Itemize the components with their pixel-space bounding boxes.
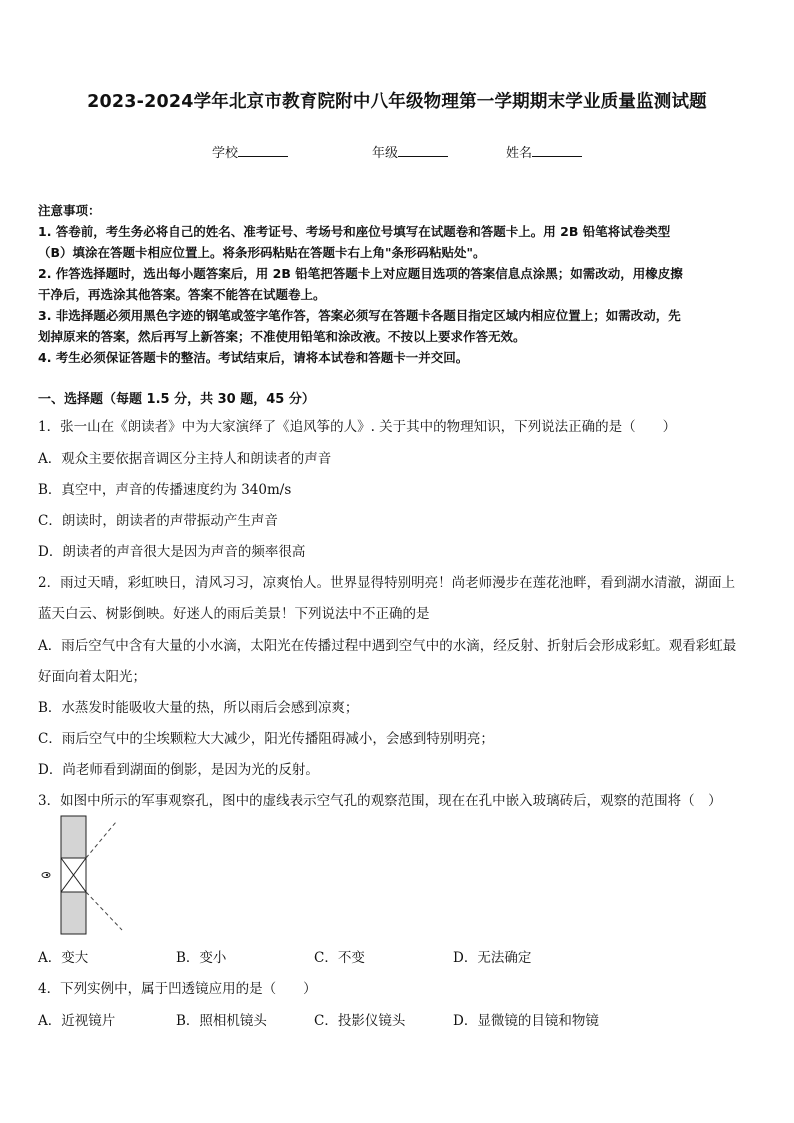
q3-option-c: C．不变 bbox=[314, 950, 365, 966]
q1-option-a: A．观众主要依据音调区分主持人和朗读者的声音 bbox=[38, 451, 332, 467]
q2-option-c: C．雨后空气中的尘埃颗粒大大减少，阳光传播阻碍减小，会感到特别明亮； bbox=[38, 731, 494, 747]
q2-option-b: B．水蒸发时能吸收大量的热，所以雨后会感到凉爽； bbox=[38, 700, 359, 716]
q1-option-c: C．朗读时，朗读者的声带振动产生声音 bbox=[38, 513, 278, 529]
q4-stem: 4．下列实例中，属于凹透镜应用的是（ ） bbox=[38, 981, 317, 997]
q4-option-b: B．照相机镜头 bbox=[176, 1013, 267, 1029]
q3-option-a: A．变大 bbox=[38, 950, 89, 966]
q2-option-a-line1: A．雨后空气中含有大量的小水滴，太阳光在传播过程中遇到空气中的水滴，经反射、折射后会形成彩虹。观看彩虹最 bbox=[38, 638, 737, 654]
eye-icon bbox=[42, 873, 50, 878]
notice-line: 干净后，再选涂其他答案。答案不能答在试题卷上。 bbox=[38, 287, 326, 302]
q2-stem-line2: 蓝天白云、树影倒映。好迷人的雨后美景！下列说法中不正确的是 bbox=[38, 606, 430, 622]
notice-line: （B）填涂在答题卡相应位置上。将条形码粘贴在答题卡右上角"条形码粘贴处"。 bbox=[38, 245, 486, 260]
grade-label: 年级 bbox=[372, 146, 399, 161]
q2-option-a-line2: 好面向着太阳光； bbox=[38, 669, 146, 685]
section-heading: 一、选择题（每题 1.5 分，共 30 题，45 分） bbox=[38, 392, 315, 407]
q4-option-c: C．投影仪镜头 bbox=[314, 1013, 406, 1029]
q1-option-b: B．真空中，声音的传播速度约为 340m/s bbox=[38, 482, 292, 498]
name-blank bbox=[532, 144, 582, 157]
notice-line: 2. 作答选择题时，选出每小题答案后，用 2B 铅笔把答题卡上对应题目选项的答案信息点涂黑；如需改动，用橡皮擦 bbox=[38, 266, 683, 281]
view-range-dashed-line bbox=[86, 892, 122, 930]
notice-line: 4. 考生必须保证答题卡的整洁。考试结束后，请将本试卷和答题卡一并交回。 bbox=[38, 350, 469, 365]
notice-line: 1. 答卷前，考生务必将自己的姓名、准考证号、考场号和座位号填写在试题卷和答题卡上。用 2B 铅笔将试卷类型 bbox=[38, 224, 671, 239]
q3-option-d: D．无法确定 bbox=[453, 950, 532, 966]
grade-blank bbox=[398, 144, 448, 157]
name-field bbox=[506, 142, 582, 161]
school-label: 学校 bbox=[212, 146, 239, 161]
view-range-dashed-line bbox=[86, 822, 116, 858]
q3-option-b: B．变小 bbox=[176, 950, 227, 966]
page-title: 2023-2024学年北京市教育院附中八年级物理第一学期期末学业质量监测试题 bbox=[87, 92, 707, 112]
q2-stem-line1: 2．雨过天晴，彩虹映日，清风习习，凉爽怡人。世界显得特别明亮！尚老师漫步在莲花池畔，看到湖水清澈，湖面上 bbox=[38, 575, 736, 591]
q3-stem: 3．如图中所示的军事观察孔，图中的虚线表示空气孔的观察范围，现在在孔中嵌入玻璃砖后，观察的范围将（ ） bbox=[38, 793, 722, 809]
notice-line: 3. 非选择题必须用黑色字迹的钢笔或签字笔作答，答案必须写在答题卡各题目指定区域内相应位置上；如需改动，先 bbox=[38, 308, 681, 323]
notice-block bbox=[38, 200, 756, 368]
name-label: 姓名 bbox=[506, 146, 533, 161]
q2-option-d: D．尚老师看到湖面的倒影，是因为光的反射。 bbox=[38, 762, 319, 778]
q1-stem: 1．张一山在《朗读者》中为大家演绎了《追风筝的人》. 关于其中的物理知识，下列说法正确的是（ ） bbox=[38, 419, 677, 435]
observation-hole-figure bbox=[38, 812, 128, 940]
school-blank bbox=[238, 144, 288, 157]
grade-field bbox=[372, 142, 448, 161]
school-field bbox=[212, 142, 288, 161]
q1-option-d: D．朗读者的声音很大是因为声音的频率很高 bbox=[38, 544, 306, 560]
q4-option-d: D．显微镜的目镜和物镜 bbox=[453, 1013, 599, 1029]
notice-heading: 注意事项： bbox=[38, 203, 101, 218]
q4-option-a: A．近视镜片 bbox=[38, 1013, 116, 1029]
notice-line: 划掉原来的答案，然后再写上新答案；不准使用铅笔和涂改液。不按以上要求作答无效。 bbox=[38, 329, 526, 344]
